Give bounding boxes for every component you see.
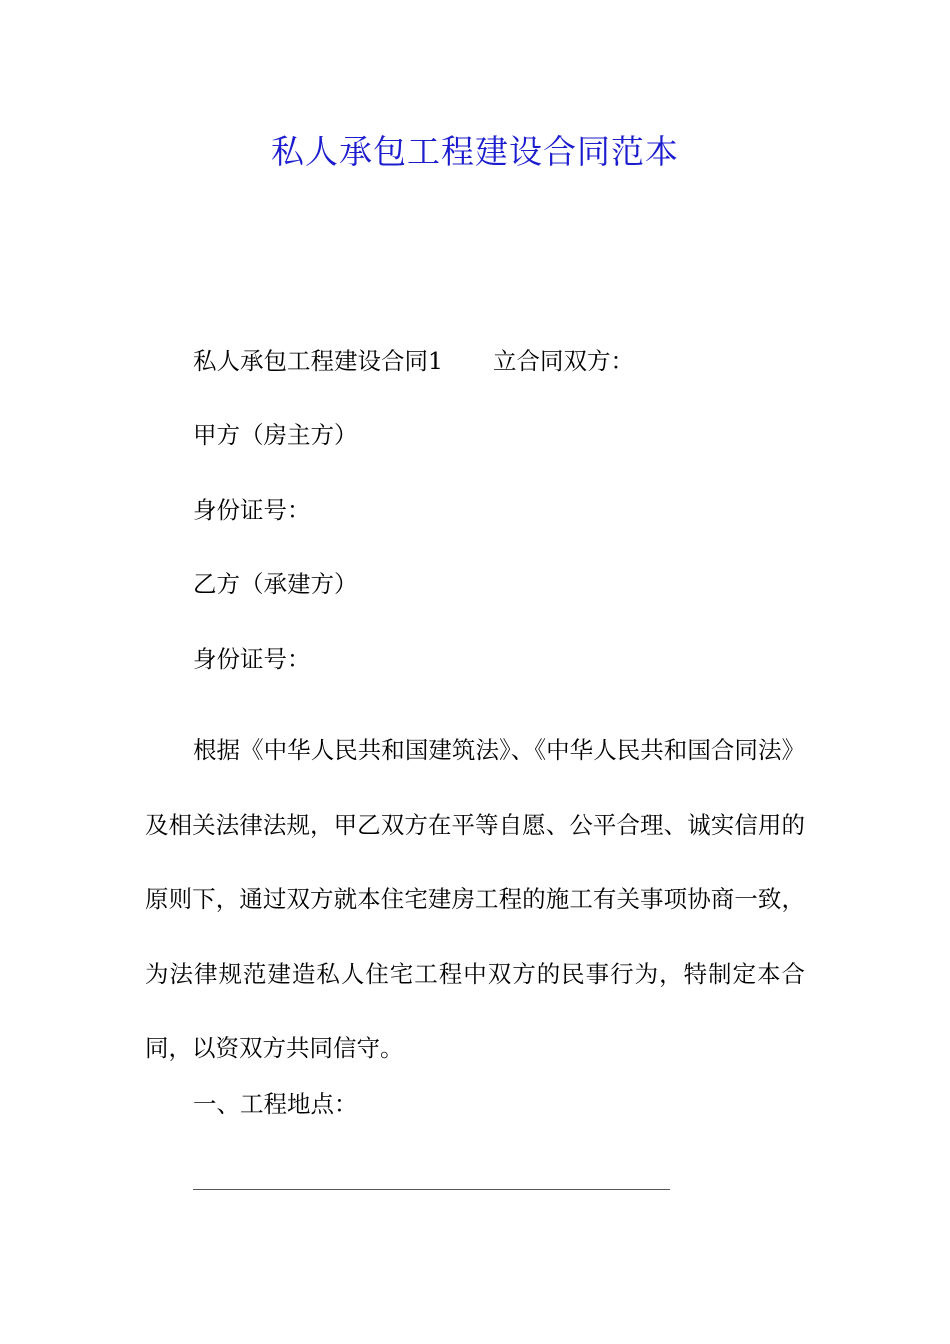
party-a-id-label: 身份证号： [193,496,311,524]
parties-label: 立合同双方： [492,347,634,375]
party-a-label: 甲方（房主方） [193,421,358,449]
preamble-paragraph: 根据《中华人民共和国建筑法》、《中华人民共和国合同法》及相关法律法规，甲乙双方在平等自愿、公平合理、诚实信用的原则下，通过双方就本住宅建房工程的施工有关事项协商一致，为法律规范建造私人住宅工程中双方的民事行为，特制定本合同，以资双方共同信守。 [145,736,805,1062]
blank-fill-line [193,1189,670,1190]
section-1-heading: 一、工程地点： [193,1090,358,1118]
document-title: 私人承包工程建设合同范本 [271,132,679,171]
contract-heading-row [193,344,634,378]
contract-heading: 私人承包工程建设合同1 [193,347,443,375]
party-b-id-label: 身份证号： [193,645,311,673]
party-b-label: 乙方（承建方） [193,570,358,598]
